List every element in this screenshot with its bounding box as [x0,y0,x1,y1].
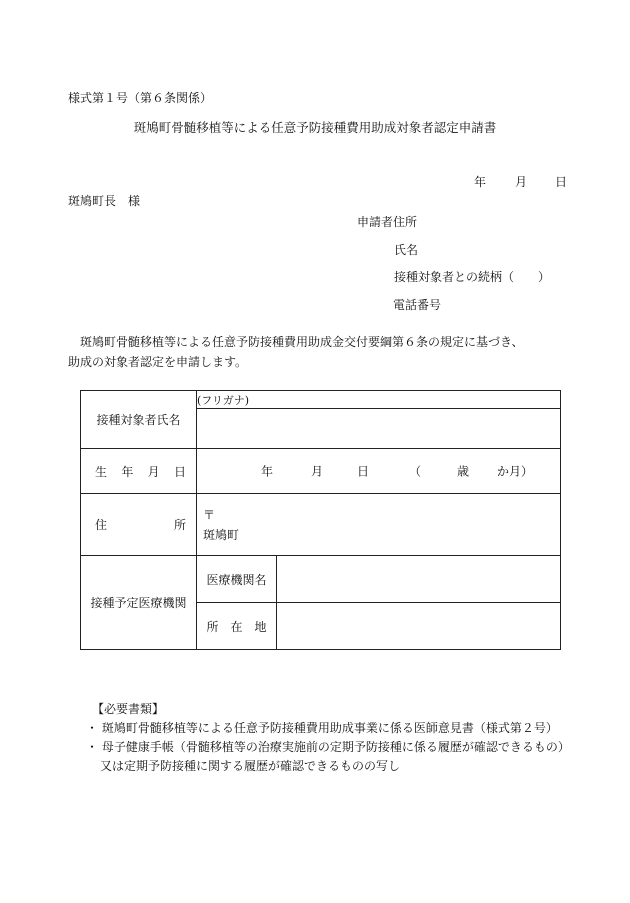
facility-name-row [81,556,561,603]
applicant-phone-label: 電話番号 [393,298,442,312]
addressee: 斑鳩町長 様 [68,194,141,208]
required-document-2: ・ 母子健康手帳（骨髄移植等の治療実施前の定期予防接種に係る履歴が確認できるもの） [86,740,570,754]
furigana-row [81,391,561,409]
facility-name-field[interactable] [277,556,561,603]
body-text [68,332,588,372]
required-document-1: ・ 斑鳩町骨髄移植等による任意予防接種費用助成事業に係る医師意見書（様式第２号） [86,721,558,735]
furigana-field[interactable] [197,391,561,409]
facility-location-field[interactable] [277,603,561,650]
dob-paren-open: （ [409,464,422,479]
address-label [81,494,197,556]
facility-label: 接種予定医療機関 [81,556,197,650]
dob-label [81,449,197,494]
furigana-label: (フリガナ) [197,393,250,407]
address-row [81,494,561,556]
body-line-1: 斑鳩町骨髄移植等による任意予防接種費用助成金交付要綱第６条の規定に基づき、 [80,335,524,349]
dob-row [81,449,561,494]
dob-age-label: 歳 [457,464,470,479]
body-line-2: 助成の対象者認定を申請します。 [68,355,248,369]
date-month-label: 月 [515,175,528,189]
postal-mark: 〒 [203,507,216,522]
applicant-relation-label: 接種対象者との続柄（ ） [394,270,551,284]
dob-label-char-2: 年 [121,464,134,479]
application-table [80,390,561,650]
address-label-char-1: 住 [95,518,108,532]
subject-name-label: 接種対象者氏名 [81,391,197,449]
dob-months-label: か月） [497,464,534,479]
dob-month-label: 月 [311,464,324,479]
town-name: 斑鳩町 [203,527,240,542]
address-field[interactable] [197,494,561,556]
applicant-address-label: 申請者住所 [357,215,418,229]
form-number: 様式第１号（第６条関係） [68,91,213,105]
required-document-2-continued: 又は定期予防接種に関する履歴が確認できるものの写し [100,759,401,773]
dob-label-char-4: 日 [173,464,186,479]
dob-label-char-1: 生 [95,464,108,479]
required-documents-heading: 【必要書類】 [92,702,165,716]
applicant-name-label: 氏名 [394,243,419,257]
dob-field[interactable] [197,449,561,494]
address-label-char-2: 所 [173,518,186,532]
facility-location-label: 所 在 地 [197,603,277,650]
dob-day-label: 日 [357,464,370,479]
date-day-label: 日 [555,175,568,189]
facility-name-label: 医療機関名 [197,556,277,603]
dob-year-label: 年 [261,464,274,479]
dob-label-char-3: 月 [147,464,160,479]
date-year-label: 年 [474,175,487,189]
subject-name-field[interactable] [197,409,561,449]
document-title: 斑鳩町骨髄移植等による任意予防接種費用助成対象者認定申請書 [133,120,497,135]
